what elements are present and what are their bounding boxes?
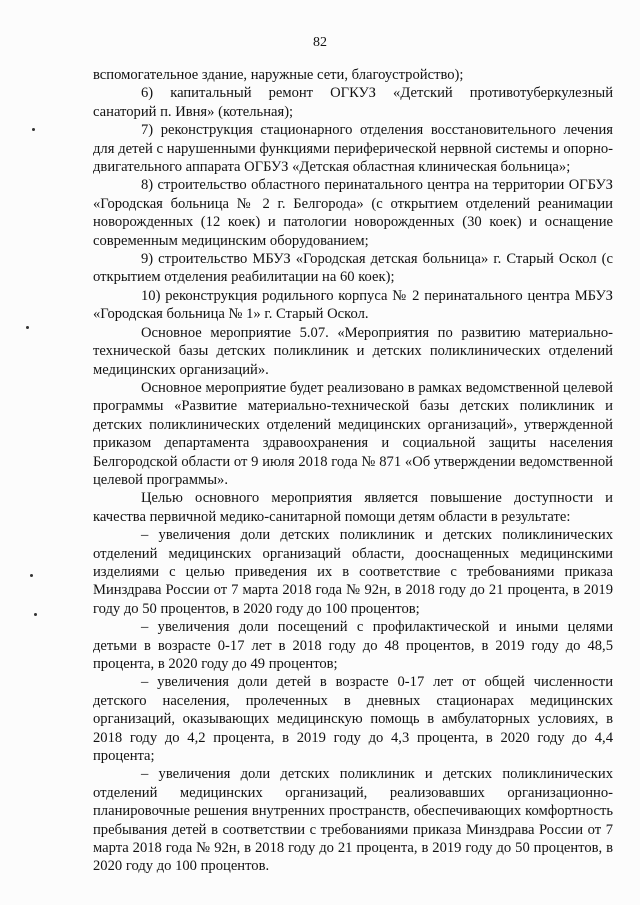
document-body [93, 66, 613, 876]
list-item: – увеличения доли посещений с профилактической и иными целями детьми в возрасте 0-17 лет в 2018 году до 48 процентов, в 2019 году до 48,5 процента, в 2020 году до 49 процентов; [93, 619, 613, 672]
scan-speck [32, 128, 35, 131]
paragraph: вспомогательное здание, наружные сети, благоустройство); [93, 67, 464, 83]
list-item: – увеличения доли детей в возрасте 0-17 лет от общей численности детского населения, пролеченных в дневных стационарах медицинских организаций, оказывающих медицинскую помощь в амбулаторных условиях, в 2018 году до 4,2 процента, в 2019 году до 4,3 процента, в 2020 году до 4,4 процента; [93, 674, 613, 765]
scan-speck [30, 574, 33, 577]
paragraph: Основное мероприятие 5.07. «Мероприятия по развитию материально-технической базы детских поликлиник и детских поликлинических отделений медицинских организаций». [93, 324, 613, 378]
list-item: – увеличения доли детских поликлиник и детских поликлинических отделений медицинских организаций области, дооснащенных медицинскими изделиями с целью приведения их в соответствие с требованиями приказа Минздрава России от 7 марта 2018 года № 92н, в 2018 году до 21 процента, в 2019 году до 50 процентов, в 2020 году до 100 процентов; [93, 527, 613, 617]
paragraph: 9) строительство МБУЗ «Городская детская больница» г. Старый Оскол (с открытием отделения реабилитации на 60 коек); [93, 251, 613, 286]
page-number: 82 [313, 35, 327, 50]
scan-speck [26, 326, 29, 329]
paragraph: Целью основного мероприятия является повышение доступности и качества первичной медико-санитарной помощи детям области в результате: [93, 490, 613, 525]
list-item: – увеличения доли детских поликлиник и детских поликлинических отделений медицинских организаций, реализовавших организационно-планировочные решения внутренних пространств, обеспечивающих комфортность пребывания детей в соответствии с требованиями приказа Минздрава России от 7 марта 2018 года № 92н, в 2018 году до 21 процента, в 2019 году до 50 процентов, в 2020 году до 100 процентов. [93, 766, 613, 875]
paragraph: 6) капитальный ремонт ОГКУЗ «Детский противотуберкулезный санаторий п. Ивня» (котельная); [93, 85, 613, 120]
paragraph: Основное мероприятие будет реализовано в рамках ведомственной целевой программы «Развитие материально-технической базы детских поликлиник и детских поликлинических отделений медицинских организаций», утвержденной приказом департамента здравоохранения и социальной защиты населения Белгородской области от 9 июля 2018 года № 871 «Об утверждении ведомственной целевой программы». [93, 379, 613, 488]
paragraph: 7) реконструкция стационарного отделения восстановительного лечения для детей с нарушенными функциями периферической нервной системы и опорно-двигательного аппарата ОГБУЗ «Детская областная клиническая больница»; [93, 122, 613, 176]
scan-speck [34, 613, 37, 616]
paragraph: 10) реконструкция родильного корпуса № 2 перинатального центра МБУЗ «Городская больница № 1» г. Старый Оскол. [93, 287, 613, 323]
paragraph: 8) строительство областного перинатального центра на территории ОГБУЗ «Городская больница № 2 г. Белгорода» (с открытием отделений реанимации новорожденных (12 коек) и патологии новорожденных (30 коек) и оснащение современным медицинским оборудованием; [93, 177, 613, 249]
